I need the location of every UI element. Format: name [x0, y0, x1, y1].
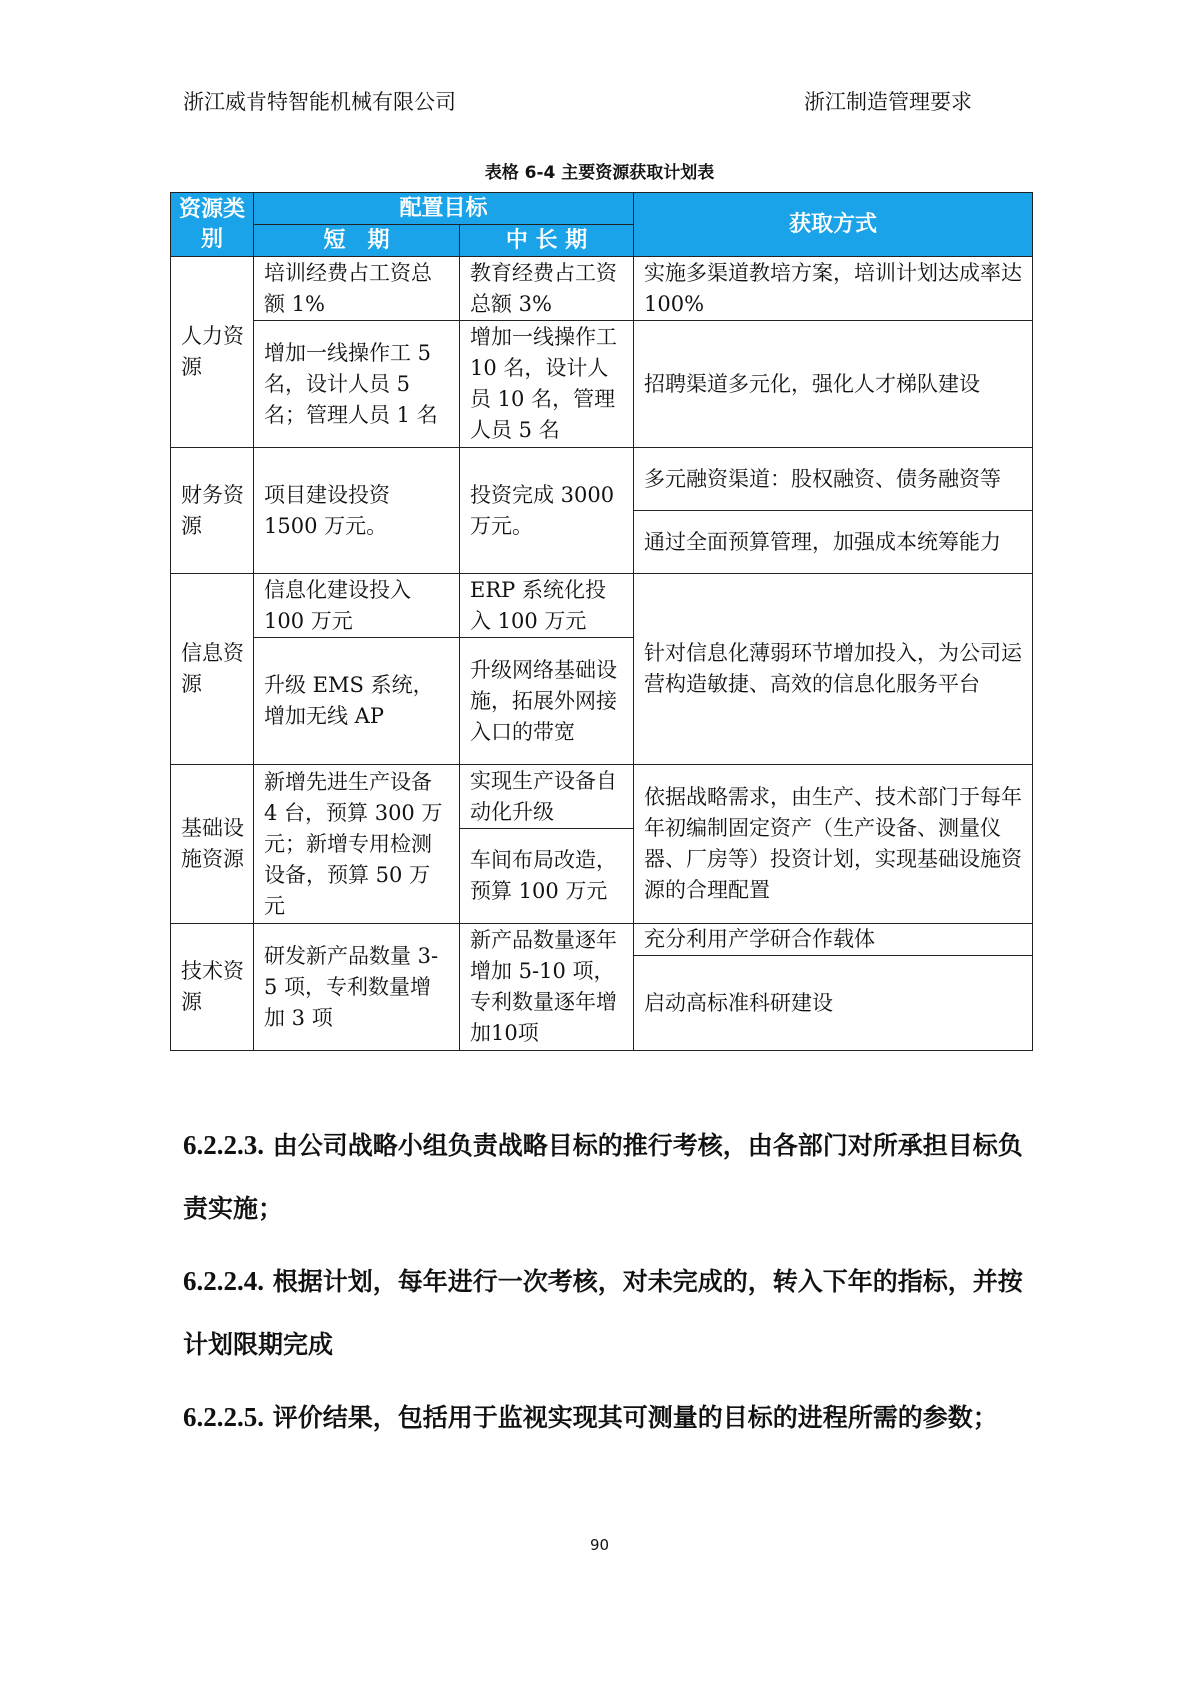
category-finance: 财务资源 — [171, 448, 254, 574]
infra-long-1: 实现生产设备自动化升级 — [460, 765, 634, 829]
human-long-2: 增加一线操作工 10 名，设计人员 10 名，管理人员 5 名 — [460, 321, 634, 448]
paragraph-text: 根据计划，每年进行一次考核，对未完成的，转入下年的指标，并按计划限期完成 — [183, 1267, 1023, 1359]
paragraph-6-2-2-4 — [183, 1250, 1023, 1376]
human-method-2: 招聘渠道多元化，强化人才梯队建设 — [634, 321, 1033, 448]
paragraph-text: 评价结果，包括用于监视实现其可测量的目标的进程所需的参数； — [264, 1403, 998, 1432]
human-short-2: 增加一线操作工 5 名，设计人员 5 名；管理人员 1 名 — [254, 321, 460, 448]
header-long-term: 中 长 期 — [460, 225, 634, 257]
tech-short: 研发新产品数量 3-5 项，专利数量增加 3 项 — [254, 924, 460, 1051]
header-company: 浙江威肯特智能机械有限公司 — [183, 90, 456, 114]
finance-short: 项目建设投资 1500 万元。 — [254, 448, 460, 574]
header-category: 资源类别 — [171, 193, 254, 257]
human-long-1: 教育经费占工资总额 3% — [460, 257, 634, 321]
info-long-2: 升级网络基础设施，拓展外网接入口的带宽 — [460, 638, 634, 765]
paragraph-text: 由公司战略小组负责战略目标的推行考核，由各部门对所承担目标负责实施； — [183, 1131, 1023, 1223]
paragraph-number: 6.2.2.4. — [183, 1266, 264, 1296]
infra-short: 新增先进生产设备 4 台，预算 300 万元；新增专用检测设备，预算 50 万元 — [254, 765, 460, 924]
header-method: 获取方式 — [634, 193, 1033, 257]
infra-method: 依据战略需求，由生产、技术部门于每年年初编制固定资产（生产设备、测量仪器、厂房等）投资计划，实现基础设施资源的合理配置 — [634, 765, 1033, 924]
table-caption: 表格 6-4 主要资源获取计划表 — [484, 163, 715, 183]
tech-method-2: 启动高标准科研建设 — [634, 956, 1033, 1051]
paragraph-6-2-2-3 — [183, 1114, 1023, 1240]
category-info: 信息资源 — [171, 574, 254, 765]
human-short-1: 培训经费占工资总额 1% — [254, 257, 460, 321]
header-short-term: 短 期 — [254, 225, 460, 257]
info-short-1: 信息化建设投入 100 万元 — [254, 574, 460, 638]
header-doc-title: 浙江制造管理要求 — [804, 90, 972, 114]
header-target: 配置目标 — [254, 193, 634, 225]
tech-method-1: 充分利用产学研合作载体 — [634, 924, 1033, 956]
page-number: 90 — [589, 1536, 610, 1554]
paragraph-6-2-2-5 — [183, 1386, 1023, 1449]
infra-long-2: 车间布局改造，预算 100 万元 — [460, 829, 634, 924]
info-long-1: ERP 系统化投入 100 万元 — [460, 574, 634, 638]
paragraph-number: 6.2.2.3. — [183, 1130, 264, 1160]
finance-method-2: 通过全面预算管理，加强成本统筹能力 — [634, 511, 1033, 574]
category-infra: 基础设施资源 — [171, 765, 254, 924]
paragraph-number: 6.2.2.5. — [183, 1402, 264, 1432]
category-human: 人力资源 — [171, 257, 254, 448]
finance-long: 投资完成 3000 万元。 — [460, 448, 634, 574]
resource-plan-table — [170, 192, 1033, 1051]
category-tech: 技术资源 — [171, 924, 254, 1051]
finance-method-1: 多元融资渠道：股权融资、债务融资等 — [634, 448, 1033, 511]
info-short-2: 升级 EMS 系统，增加无线 AP — [254, 638, 460, 765]
human-method-1: 实施多渠道教培方案，培训计划达成率达 100% — [634, 257, 1033, 321]
info-method: 针对信息化薄弱环节增加投入，为公司运营构造敏捷、高效的信息化服务平台 — [634, 574, 1033, 765]
tech-long: 新产品数量逐年增加 5-10 项，专利数量逐年增加10项 — [460, 924, 634, 1051]
